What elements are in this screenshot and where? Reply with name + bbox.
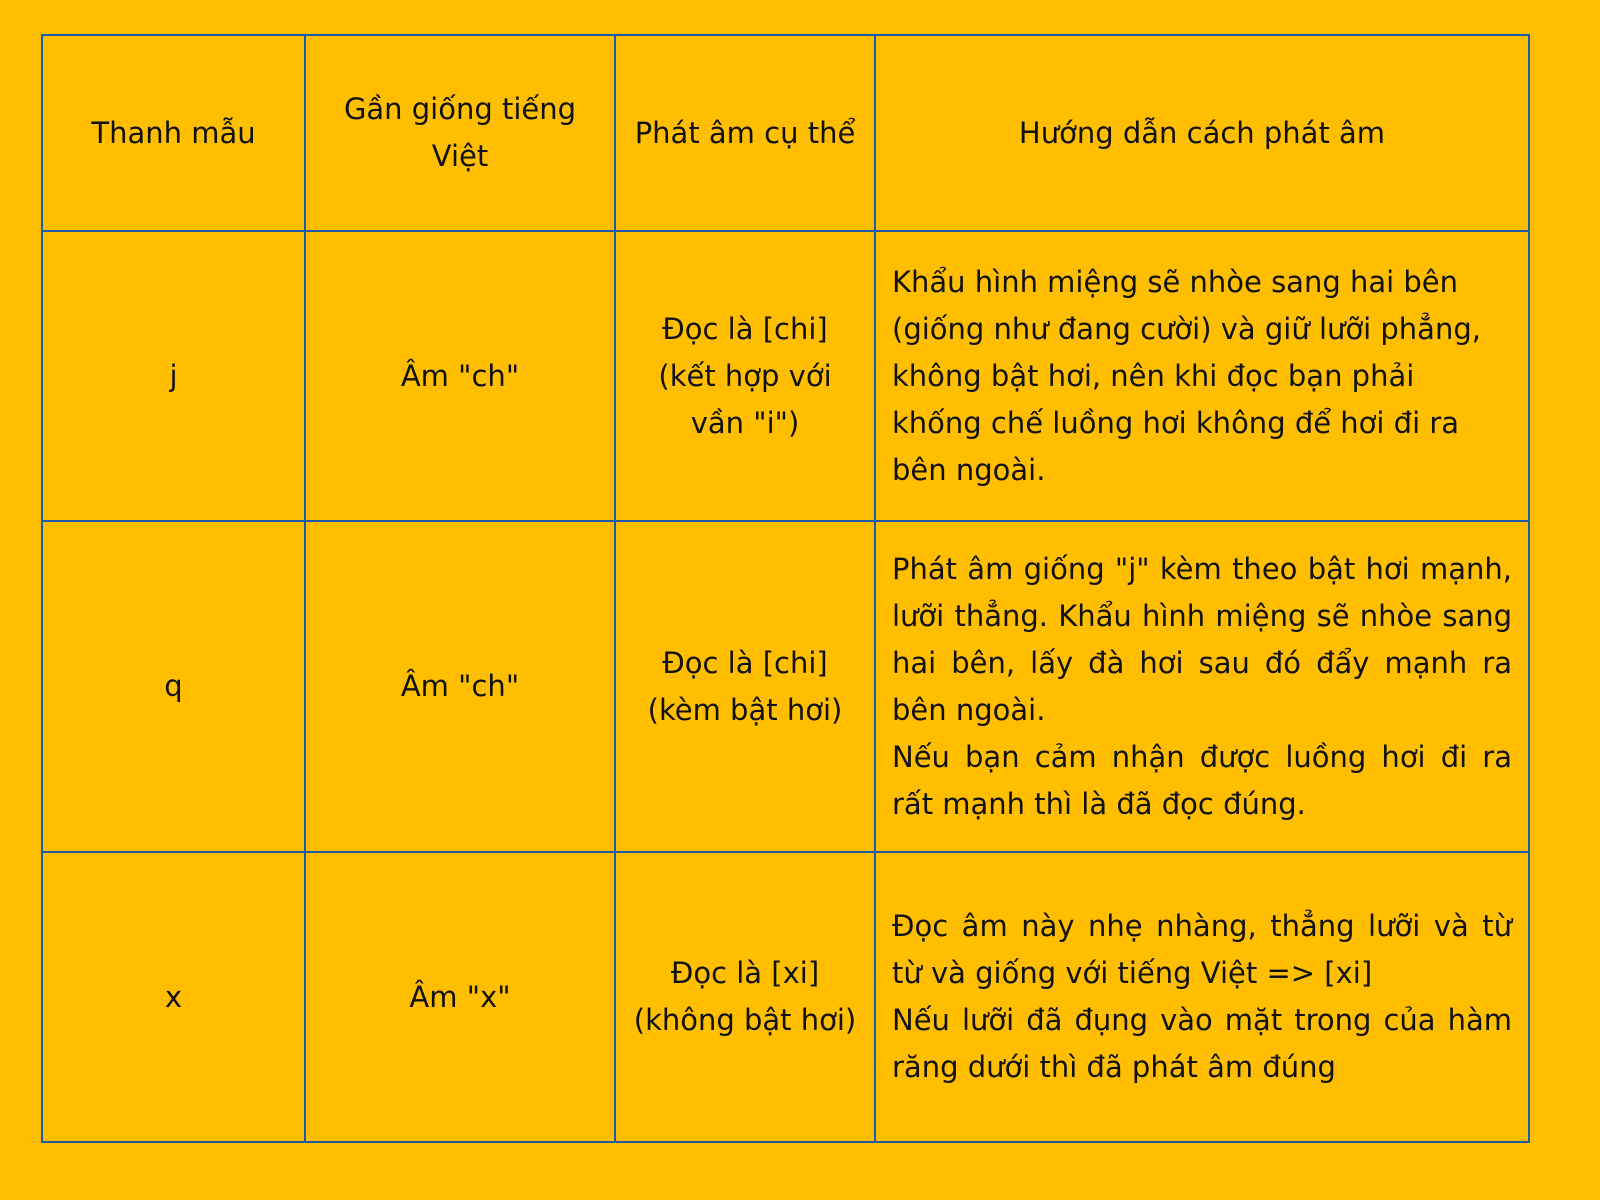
cell-guide: [875, 852, 1529, 1142]
guide-paragraph: Đọc âm này nhẹ nhàng, thẳng lưỡi và từ từ và giống với tiếng Việt => [xi]: [892, 909, 1512, 990]
cell-guide: [875, 231, 1529, 521]
cell-initial: j: [42, 231, 305, 521]
table-row: [42, 231, 1529, 521]
header-row: [42, 35, 1529, 231]
header-initial: Thanh mẫu: [42, 35, 305, 231]
cell-vietnamese-like: Âm "x": [305, 852, 615, 1142]
table-row: [42, 521, 1529, 852]
header-guide: Hướng dẫn cách phát âm: [875, 35, 1529, 231]
cell-pronunciation: Đọc là [chi] (kết hợp với vần "i"): [615, 231, 875, 521]
guide-paragraph: Khẩu hình miệng sẽ nhòe sang hai bên (giống như đang cười) và giữ lưỡi phẳng, không bật hơi, nên khi đọc bạn phải khống chế luồng hơi không để hơi đi ra bên ngoài.: [892, 264, 1481, 487]
cell-pronunciation: Đọc là [xi] (không bật hơi): [615, 852, 875, 1142]
pinyin-initials-table: [41, 34, 1530, 1143]
guide-paragraph: Nếu bạn cảm nhận được luồng hơi đi ra rất mạnh thì là đã đọc đúng.: [892, 739, 1512, 821]
cell-vietnamese-like: Âm "ch": [305, 231, 615, 521]
cell-initial: q: [42, 521, 305, 852]
cell-vietnamese-like: Âm "ch": [305, 521, 615, 852]
cell-guide: [875, 521, 1529, 852]
guide-paragraph: Phát âm giống "j" kèm theo bật hơi mạnh, lưỡi thẳng. Khẩu hình miệng sẽ nhòe sang hai bên, lấy đà hơi sau đó đẩy mạnh ra bên ngoài.: [892, 551, 1512, 727]
header-pronunciation: Phát âm cụ thể: [615, 35, 875, 231]
cell-initial: x: [42, 852, 305, 1142]
guide-paragraph: Nếu lưỡi đã đụng vào mặt trong của hàm răng dưới thì đã phát âm đúng: [892, 1003, 1512, 1084]
cell-pronunciation: Đọc là [chi] (kèm bật hơi): [615, 521, 875, 852]
table-row: [42, 852, 1529, 1142]
header-vietnamese-like: Gần giống tiếng Việt: [305, 35, 615, 231]
